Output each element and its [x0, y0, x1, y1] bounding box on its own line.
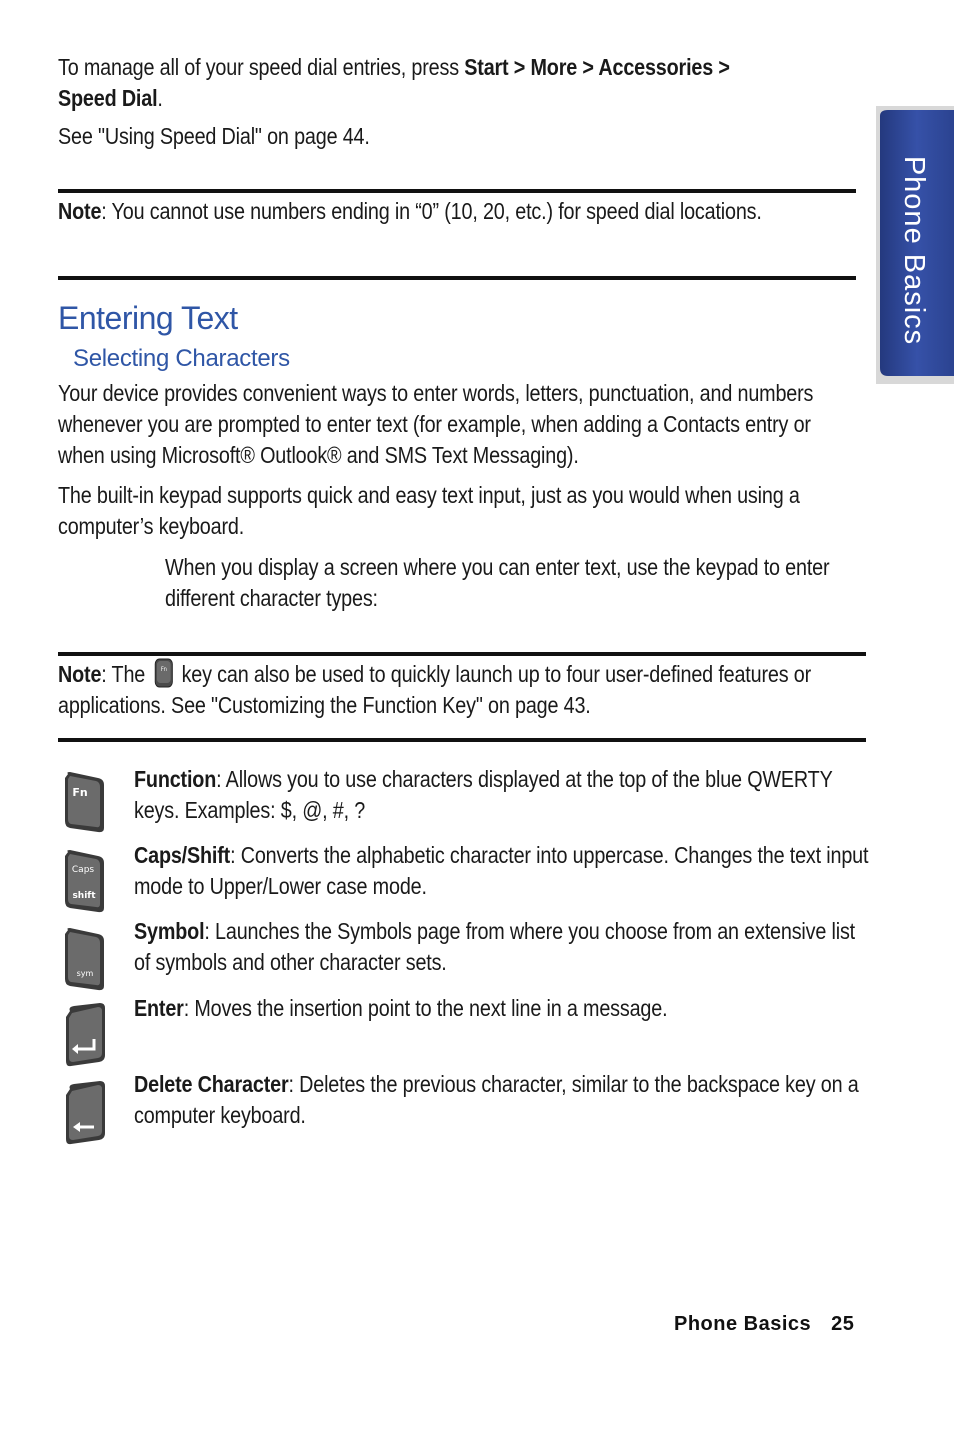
speed-dial-reference: See "Using Speed Dial" on page 44.	[58, 123, 370, 149]
svg-text:Caps: Caps	[71, 865, 95, 875]
paragraph-keypad: The built-in keypad supports quick and easy text input, just as you would when using a computer’s keyboard.	[58, 482, 800, 539]
note-function-key: Note: The Fn key can also be used to quickly launch up to four user-defined features or applications. See "Customizing the Function Key" on page 43.	[58, 658, 866, 721]
note-rule-top	[58, 189, 856, 193]
key-desc-delete: Delete Character: Deletes the previous character, similar to the backspace key on a computer keyboard.	[134, 1071, 859, 1128]
note-speed-dial: Note: You cannot use numbers ending in “0” (10, 20, etc.) for speed dial locations.	[58, 198, 762, 224]
svg-text:Fn: Fn	[72, 786, 88, 799]
enter-key-icon	[62, 1001, 106, 1067]
svg-text:Fn: Fn	[160, 666, 167, 674]
delete-key-icon	[62, 1079, 106, 1145]
paragraph-character-types: When you display a screen where you can enter text, use the keypad to enter different character types:	[165, 554, 830, 611]
key-desc-function: Function: Allows you to use characters displayed at the top of the blue QWERTY keys. Examples: $, @, #, ?	[134, 766, 833, 823]
section-subheading: Selecting Characters	[73, 345, 290, 372]
key-desc-symbol: Symbol: Launches the Symbols page from where you choose from an extensive list of symbols and other character sets.	[134, 918, 856, 975]
paragraph-input-methods: Your device provides convenient ways to enter words, letters, punctuation, and numbers whenever you are prompted to enter text (for example, when adding a Contacts entry or when using Microsoft® Outlook® and SMS Text Messaging).	[58, 380, 814, 468]
caps-shift-key-icon	[62, 848, 106, 914]
svg-text:shift: shift	[72, 891, 96, 901]
fn-key-inline-icon	[154, 658, 173, 688]
note2-rule-top	[58, 652, 866, 656]
symbol-key-icon	[62, 926, 106, 992]
key-desc-caps-shift: Caps/Shift: Converts the alphabetic character into uppercase. Changes the text input mode to Upper/Lower case mode.	[134, 842, 869, 899]
section-heading: Entering Text	[58, 300, 238, 336]
note-rule-bottom	[58, 276, 856, 280]
svg-text:sym: sym	[76, 969, 94, 978]
side-tab-label: Phone Basics	[898, 155, 931, 345]
key-desc-enter: Enter: Moves the insertion point to the next line in a message.	[134, 995, 668, 1021]
page-footer	[674, 1313, 854, 1336]
speed-dial-instruction: To manage all of your speed dial entries, press Start > More > Accessories > Speed Dial.	[58, 54, 730, 111]
footer-section-name: Phone Basics	[674, 1313, 812, 1335]
page-number: 25	[831, 1313, 855, 1335]
note2-rule-bottom	[58, 738, 866, 742]
fn-key-icon	[62, 770, 106, 834]
